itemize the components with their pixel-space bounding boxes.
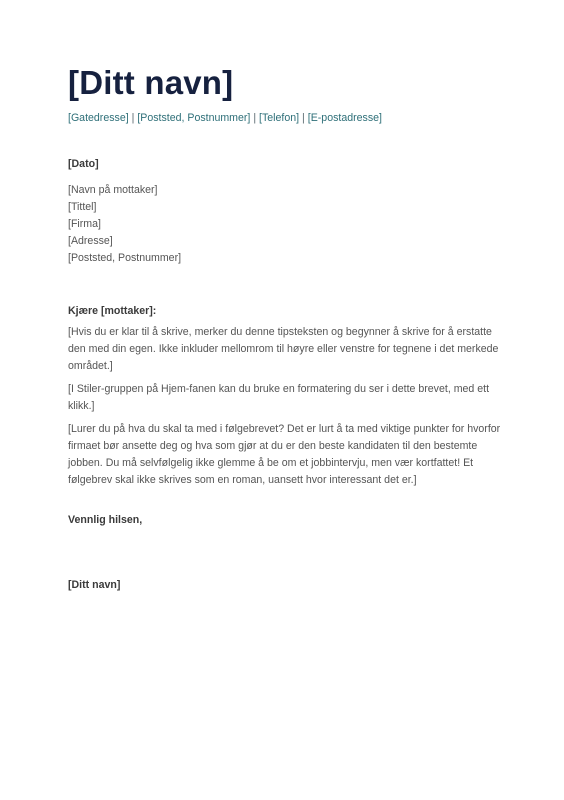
body-paragraph[interactable]: [Hvis du er klar til å skrive, merker du denne tipsteksten og begynner å skrive for å erstatte den med din egen. Ikke inkluder mellomrom til høyre eller venstre for tegnene i det merkede området.] [68,326,499,372]
sender-phone[interactable]: [Telefon] [259,112,300,124]
recipient-postal[interactable]: [Poststed, Postnummer] [68,252,182,264]
recipient-title[interactable]: [Tittel] [68,201,97,213]
letter-date[interactable]: [Dato] [68,158,99,170]
body-paragraph[interactable]: [Lurer du på hva du skal ta med i følgebrevet? Det er lurt å ta med viktige punkter for hvorfor firmaet bør ansette deg og hva som gjør at du er den beste kandidaten til den bestemte jobben. Du må selvfølgelig ikke glemme å be om et jobbintervju, men vær kortfattet! Et følgebrev skal ikke skrives som en roman, uansett hvor interessant det er.] [68,423,501,486]
sender-contact-line [68,112,382,124]
contact-separator: | [253,112,257,124]
recipient-block [68,182,181,267]
signature-name[interactable]: [Ditt navn] [68,579,121,591]
contact-separator: | [131,112,135,124]
closing[interactable]: Vennlig hilsen, [68,514,143,526]
body-paragraph[interactable]: [I Stiler-gruppen på Hjem-fanen kan du bruke en formatering du ser i dette brevet, med ett klikk.] [68,383,490,412]
letter-body [68,324,508,495]
sender-email[interactable]: [E-postadresse] [307,112,382,124]
sender-street-address[interactable]: [Gatedresse] [68,112,129,124]
recipient-name[interactable]: [Navn på mottaker] [68,184,158,196]
recipient-company[interactable]: [Firma] [68,218,101,230]
sender-postal-address[interactable]: [Poststed, Postnummer] [137,112,251,124]
salutation[interactable]: Kjære [mottaker]: [68,305,157,317]
sender-name-heading[interactable]: [Ditt navn] [68,64,234,101]
recipient-address[interactable]: [Adresse] [68,235,113,247]
contact-separator: | [302,112,305,124]
